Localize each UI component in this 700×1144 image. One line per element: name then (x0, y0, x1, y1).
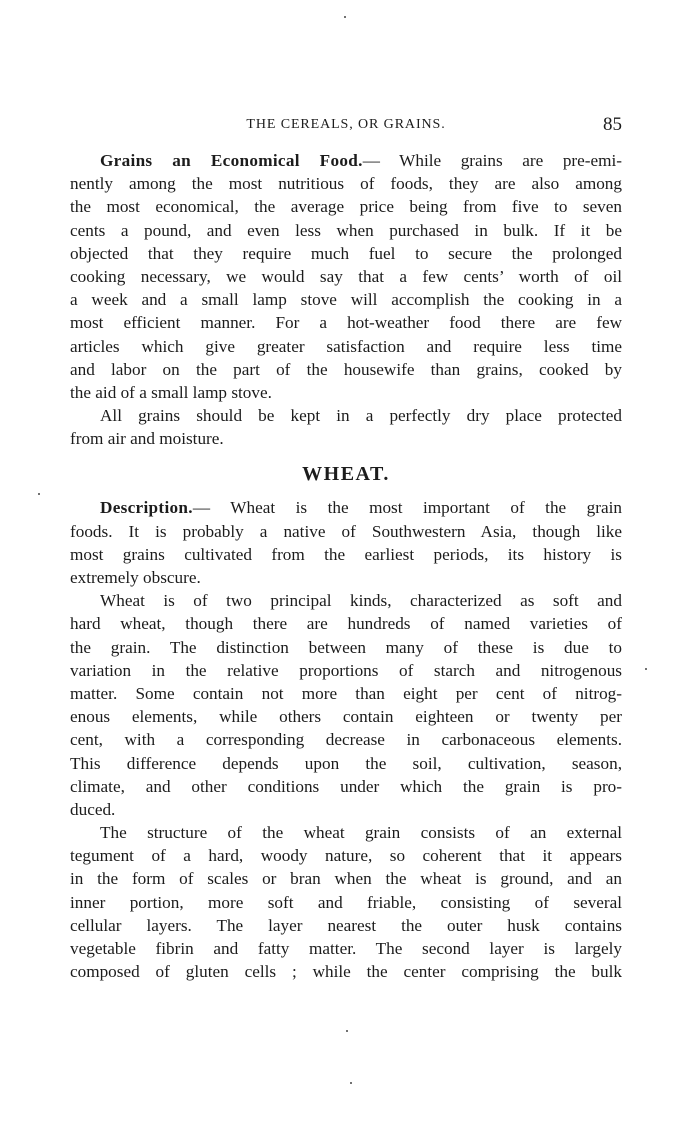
paragraph-grains-storage (70, 404, 622, 450)
text-line: Description.— Wheat is the most important of the grain (100, 498, 622, 518)
text-line: This difference depends upon the soil, cultivation, season, (70, 753, 622, 773)
page-number: 85 (603, 114, 622, 135)
text-line: composed of gluten cells ; while the center comprising the bulk (70, 962, 622, 982)
text-line: the most economical, the average price being from five to seven (70, 197, 622, 217)
text-line: climate, and other conditions under which the grain is pro- (70, 776, 622, 796)
text-line: and labor on the part of the housewife than grains, cooked by (70, 359, 622, 379)
paragraph-wheat-description (70, 496, 622, 589)
text-line: The structure of the wheat grain consists of an external (100, 823, 622, 843)
paragraph-wheat-structure (70, 821, 622, 983)
paragraph-grains-economical (70, 149, 622, 404)
run-in-heading: Description. (100, 498, 193, 518)
text-line: variation in the relative proportions of starch and nitrogenous (70, 660, 622, 680)
text-line: inner portion, more soft and friable, consisting of several (70, 892, 622, 912)
text-line: most efficient manner. For a hot-weather food there are few (70, 313, 622, 333)
text-line: duced. (70, 799, 116, 819)
ink-speck (346, 1030, 348, 1032)
ink-speck (645, 668, 647, 670)
text-line: cooking necessary, we would say that a few cents’ worth of oil (70, 266, 622, 286)
text-line: articles which give greater satisfaction and require less time (70, 336, 622, 356)
text-line: from air and moisture. (70, 429, 224, 449)
text-line: Grains an Economical Food.— While grains are pre-emi- (100, 151, 622, 170)
text-line: in the form of scales or bran when the wheat is ground, and an (70, 869, 622, 889)
text-line: the aid of a small lamp stove. (70, 382, 272, 402)
text-line: a week and a small lamp stove will accomplish the cooking in a (70, 290, 622, 310)
text-line: the grain. The distinction between many of these is due to (70, 637, 622, 657)
text-line: objected that they require much fuel to secure the prolonged (70, 243, 622, 263)
text-line: tegument of a hard, woody nature, so coherent that it appears (70, 846, 622, 866)
text-line: All grains should be kept in a perfectly dry place protected (100, 406, 622, 426)
ink-speck (350, 1082, 352, 1084)
text-line: vegetable fibrin and fatty matter. The second layer is largely (70, 939, 622, 958)
text-line: cent, with a corresponding decrease in carbonaceous elements. (70, 730, 622, 750)
text-line: Wheat is of two principal kinds, characterized as soft and (100, 591, 622, 611)
text-line: foods. It is probably a native of Southwestern Asia, though like (70, 521, 622, 541)
text-line: matter. Some contain not more than eight per cent of nitrog- (70, 683, 622, 703)
text-line: cellular layers. The layer nearest the outer husk contains (70, 915, 622, 935)
text-line: hard wheat, though there are hundreds of named varieties of (70, 614, 622, 634)
run-in-heading: Grains an Economical Food. (100, 151, 363, 170)
ink-speck (38, 493, 40, 495)
section-heading: WHEAT. (302, 463, 390, 486)
running-title: THE CEREALS, OR GRAINS. (246, 117, 446, 132)
text-line: extremely obscure. (70, 568, 201, 587)
text-line: cents a pound, and even less when purchased in bulk. If it be (70, 220, 622, 240)
text-line: nently among the most nutritious of foods, they are also among (70, 174, 622, 194)
body-text (70, 149, 622, 983)
text-line: most grains cultivated from the earliest periods, its history is (70, 544, 622, 564)
ink-speck (344, 16, 346, 18)
running-header (70, 114, 622, 138)
text-line: enous elements, while others contain eighteen or twenty per (70, 707, 622, 727)
paragraph-wheat-kinds (70, 589, 622, 821)
